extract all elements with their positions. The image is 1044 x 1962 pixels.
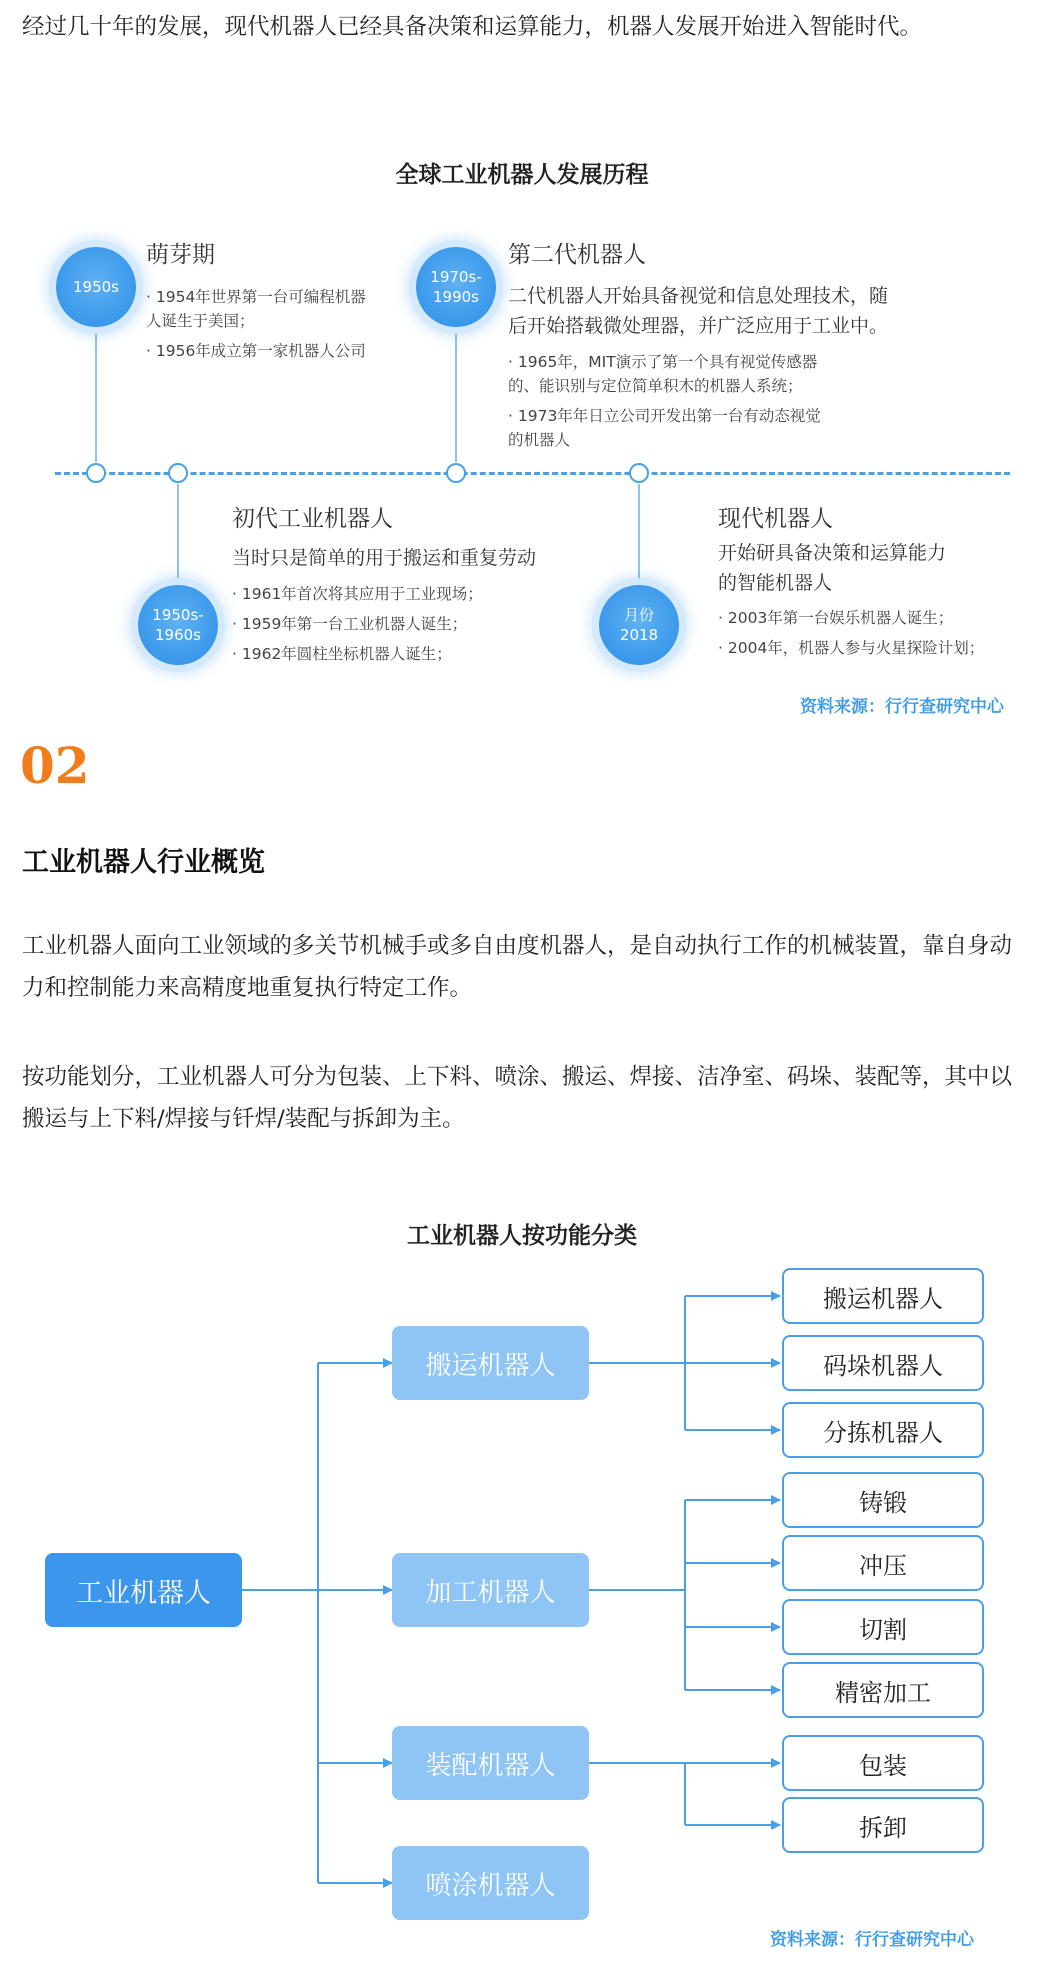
tree-leaf-node: 铸锻 [782,1472,984,1528]
timeline-title: 全球工业机器人发展历程 [395,162,649,188]
tree-branch-node: 搬运机器人 [392,1326,589,1400]
tree-leaf-node: 码垛机器人 [782,1335,984,1391]
era-badge: 1970s- 1990s [416,247,496,327]
era-title: 现代机器人 [718,506,833,532]
era-badge: 1950s [56,247,136,327]
era-bullet: · 2003年第一台娱乐机器人诞生； [718,609,954,627]
section-title: 工业机器人行业概览 [22,847,265,878]
tree-leaf-node: 包装 [782,1735,984,1791]
era-bullet: · 1959年第一台工业机器人诞生； [232,615,468,633]
era-title: 第二代机器人 [508,242,646,268]
era-bullet: · 2004年，机器人参与火星探险计划； [718,639,985,657]
era-bullet: · 1965年，MIT演示了第一个具有视觉传感器 的、能识别与定位简单积木的机器人系统； [508,353,818,395]
intro-paragraph: 经过几十年的发展，现代机器人已经具备决策和运算能力，机器人发展开始进入智能时代。 [22,14,923,40]
era-badge: 月份 2018 [599,585,679,665]
tree-leaf-node: 拆卸 [782,1797,984,1853]
timeline-source: 资料来源：行行查研究中心 [800,697,1004,717]
era-title: 萌芽期 [146,242,215,268]
section-paragraph: 工业机器人面向工业领域的多关节机械手或多自由度机器人，是自动执行工作的机械装置，靠自身动力和控制能力来高精度地重复执行特定工作。 [22,933,1013,1001]
era-badge: 1950s- 1960s [138,585,218,665]
era-bullet: · 1961年首次将其应用于工业现场； [232,585,483,603]
tree-leaf-node: 搬运机器人 [782,1268,984,1324]
era-bullet: · 1954年世界第一台可编程机器 人诞生于美国； [146,288,366,330]
era-description: 开始研具备决策和运算能力 的智能机器人 [718,542,947,594]
era-description: 二代机器人开始具备视觉和信息处理技术，随 后开始搭载微处理器，并广泛应用于工业中。 [508,285,889,337]
section-paragraph: 按功能划分，工业机器人可分为包装、上下料、喷涂、搬运、焊接、洁净室、码垛、装配等，其中以搬运与上下料/焊接与钎焊/装配与拆卸为主。 [22,1064,1013,1132]
era-bullet: · 1956年成立第一家机器人公司 [146,342,366,360]
tree-branch-node: 装配机器人 [392,1726,589,1800]
classification-source: 资料来源：行行查研究中心 [770,1930,974,1950]
tree-branch-node: 加工机器人 [392,1553,589,1627]
section-number: 02 [20,736,90,795]
era-bullet: · 1973年年日立公司开发出第一台有动态视觉 的机器人 [508,407,821,449]
era-description: 当时只是简单的用于搬运和重复劳动 [232,547,537,569]
tree-leaf-node: 冲压 [782,1535,984,1591]
tree-branch-node: 喷涂机器人 [392,1846,589,1920]
era-bullet: · 1962年圆柱坐标机器人诞生； [232,645,452,663]
tree-root-node: 工业机器人 [45,1553,242,1627]
tree-leaf-node: 精密加工 [782,1662,984,1718]
era-title: 初代工业机器人 [232,506,393,532]
tree-leaf-node: 切割 [782,1599,984,1655]
tree-leaf-node: 分拣机器人 [782,1402,984,1458]
classification-title: 工业机器人按功能分类 [407,1223,637,1249]
